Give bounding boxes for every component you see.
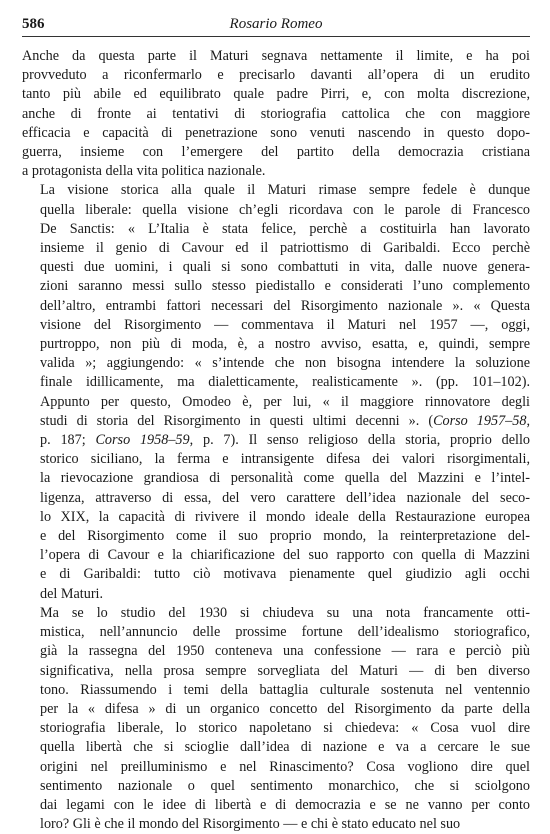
text-line: storico siciliano, la ferma e intransigente difesa dei valori risorgimentali,	[40, 451, 530, 468]
text-line: purtroppo, non più di moda, è, a nostro avviso, esatta, e, quindi, sempre	[40, 336, 530, 353]
text-line: tanto più abile ed equilibrato quale padre Pirri, e, con molta discrezione,	[22, 86, 530, 103]
text-line: p. 187; Corso 1958–59, p. 7). Il senso religioso della storia, proprio dello	[40, 432, 530, 449]
body-text	[22, 47, 530, 834]
text-line: ligenza, attraverso di essa, del vero carattere dell’idea nazionale del seco-	[40, 489, 530, 506]
text-line: loro? Gli è che il mondo del Risorgimento — e chi è stato educato nel suo	[40, 816, 461, 833]
text-line: guerra, insieme con l’emergere del partito della democrazia cristiana	[22, 144, 530, 161]
text-line: lo XIX, la capacità di rivivere il mondo ideale della Restaurazione europea	[40, 508, 530, 525]
text-line: e di Garibaldi: tutto ciò motivava pienamente quel giudizio agli occhi	[40, 566, 530, 583]
document-page	[22, 14, 530, 834]
text-line: studi di storia del Risorgimento in questi ultimi decenni ». (Corso 1957–58,	[40, 412, 530, 429]
text-line: sentimento nazionale o quel sentimento monarchico, che si sciolgono	[40, 777, 530, 794]
paragraph	[22, 47, 530, 181]
text-line: dai legami con le idee di libertà e di democrazia e se ne vanno per conto	[40, 796, 530, 813]
text-line: del Maturi.	[40, 585, 104, 602]
text-line: De Sanctis: « L’Italia è stata felice, perchè a costituirla han lavorato	[40, 220, 530, 237]
text-line: Ma se lo studio del 1930 si chiudeva su una nota francamente otti-	[40, 604, 530, 621]
text-line: zioni saranno messi sullo stesso piedistallo e considerati l’uno complemento	[40, 278, 530, 295]
text-line: Anche da questa parte il Maturi segnava nettamente il limite, e ha poi	[22, 48, 530, 64]
text-line: finale idillicamente, ma dialetticamente, realisticamente ». (pp. 101–102).	[40, 374, 530, 391]
running-head: Rosario Romeo	[229, 16, 323, 32]
text-line: mistica, nell’annuncio delle prossime fortune dell’idealismo storiografico,	[40, 624, 530, 641]
page-header	[22, 14, 530, 37]
text-line: provveduto a riconfermarlo e precisarlo davanti all’opera di un erudito	[22, 67, 530, 84]
text-line: anche di fronte ai tentativi di storiografia cattolica che con maggiore	[22, 105, 530, 122]
text-line: la rievocazione grandiosa di personalità come quella del Mazzini e l’intel-	[40, 470, 530, 487]
page-number: 586	[22, 16, 45, 32]
text-line: l’opera di Cavour e la chiarificazione del suo rapporto con quella di Mazzini	[40, 547, 530, 564]
text-line: visione del Risorgimento — commentava il Maturi nel 1957 —, oggi,	[40, 316, 530, 333]
text-line: insieme il genio di Cavour ed il patriottismo di Garibaldi. Ecco perchè	[40, 240, 530, 257]
text-line: efficacia e capacità di penetrazione sono venuti nascendo in questo dopo-	[22, 124, 530, 141]
text-line: già la rassegna del 1950 conteneva una confessione — rara e perciò più	[40, 643, 530, 660]
text-line: per la « difesa » di un organico concetto del Risorgimento da parte della	[40, 700, 530, 717]
paragraph	[22, 181, 530, 603]
text-line: significativa, nella prosa sempre sorvegliata del Maturi — di ben diverso	[40, 662, 530, 679]
text-line: quella libertà che si scioglie dall’idea di nazione e va a cercare le sue	[40, 739, 530, 756]
text-line: La visione storica alla quale il Maturi rimase sempre fedele è dunque	[40, 182, 530, 199]
text-line: a protagonista della vita politica nazionale.	[22, 163, 266, 180]
paragraph	[22, 604, 530, 834]
text-line: tono. Riassumendo i temi della battaglia culturale sostenuta nel ventennio	[40, 681, 530, 698]
text-line: questi due uomini, i quali si sono combattuti in vita, dalle nuove genera-	[40, 259, 530, 276]
text-line: Appunto per questo, Omodeo è, per lui, « il maggiore rinnovatore degli	[40, 393, 530, 410]
text-line: storiografia liberale, lo storico napoletano si chiedeva: « Cosa vuol dire	[40, 720, 530, 737]
text-line: e del Risorgimento come il suo proprio mondo, la reinterpretazione del-	[40, 528, 530, 545]
text-line: origini nel preilluminismo e nel Rinascimento? Cosa vogliono dire quel	[40, 758, 530, 775]
text-line: quella liberale: quella visione ch’egli ricordava con le parole di Francesco	[40, 201, 530, 218]
text-line: dell’altro, entrambi fattori necessari del Risorgimento nazionale ». « Questa	[40, 297, 530, 314]
text-line: valida »; aggiungendo: « s’intende che non bisogna intendere la soluzione	[40, 355, 530, 372]
